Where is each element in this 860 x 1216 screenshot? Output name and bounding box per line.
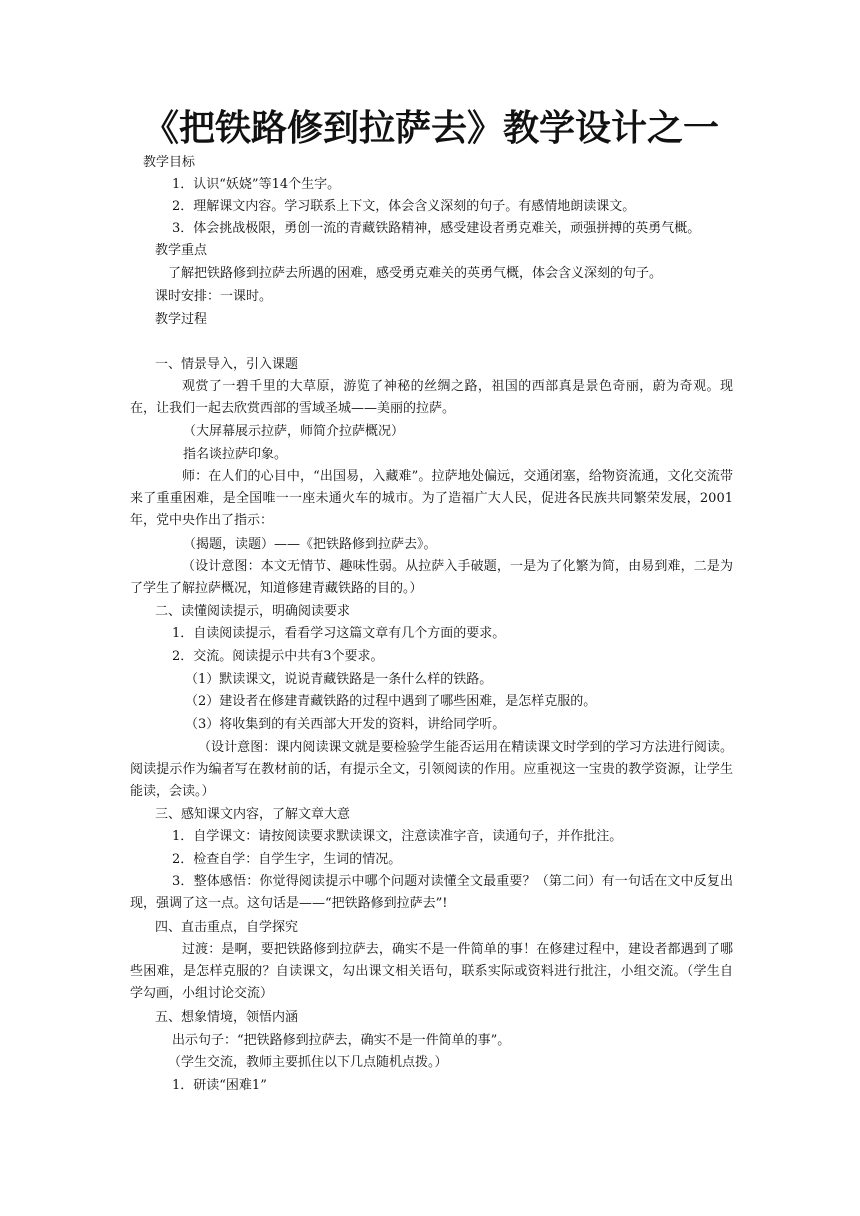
- section-1-paragraph-1: 观赏了一碧千里的大草原，游览了神秘的丝绸之路，祖国的西部真是景色奇丽，蔚为奇观。现在，让我们一起去欣赏西部的雪域圣城——美丽的拉萨。: [130, 379, 733, 416]
- section-3-heading: 三、感知课文内容，了解文章大意: [155, 807, 351, 822]
- section-3-item-2: 2．检查自学：自学生字，生词的情况。: [172, 852, 402, 867]
- section-2-item-2: 2．交流。阅读提示中共有3个要求。: [172, 649, 384, 664]
- section-5-paragraph-2: （学生交流，教师主要抓住以下几点随机点拨。）: [168, 1055, 448, 1070]
- section-3-item-1: 1．自学课文：请按阅读要求默读课文，注意读准字音，读通句子，并作批注。: [172, 829, 623, 844]
- section-2-item-1: 1．自读阅读提示，看看学习这篇文章有几个方面的要求。: [172, 626, 506, 641]
- section-2-subitem-2: （2）建设者在修建青藏铁路的过程中遇到了哪些困难，是怎样克服的。: [185, 694, 597, 709]
- section-4-paragraph: 过渡：是啊，要把铁路修到拉萨去，确实不是一件简单的事！在修建过程中，建设者都遇到了哪些困难，是怎样克服的？自读课文，勾出课文相关语句，联系实际或资料进行批注，小组交流。（学生自学勾画，小组讨论交流）: [130, 942, 733, 1001]
- section-3-item-3: 3．整体感悟：你觉得阅读提示中哪个问题对读懂全文最重要？（第二问）有一句话在文中反复出现，强调了这一点。这句话是——“把铁路修到拉萨去”!: [130, 874, 733, 911]
- section-1-design-note: （设计意图：本文无情节、趣味性弱。从拉萨入手破题，一是为了化繁为简，由易到难，二是为了学生了解拉萨概况，知道修建青藏铁路的目的。）: [130, 559, 733, 596]
- section-1-paragraph-5: （揭题，读题）——《把铁路修到拉萨去》。: [183, 537, 437, 552]
- section-2-subitem-3: （3）将收集到的有关西部大开发的资料，讲给同学听。: [185, 717, 506, 732]
- section-1-paragraph-4: 师：在人们的心目中，“出国易，入藏难”。拉萨地处偏远，交通闭塞，给物资流通，文化交流带来了重重困难，是全国唯一一座未通火车的城市。为了造福广大人民，促进各民族共同繁荣发展，2001年，党中央作出了指示：: [130, 469, 733, 528]
- section-1-heading: 一、情景导入，引入课题: [155, 357, 299, 372]
- section-1-paragraph-3: 指名谈拉萨印象。: [183, 447, 288, 462]
- section-5-paragraph-1: 出示句子：“把铁路修到拉萨去，确实不是一件简单的事”。: [172, 1033, 511, 1048]
- key-heading: 教学重点: [155, 243, 208, 258]
- section-2-design-note: （设计意图：课内阅读课文就是要检验学生能否运用在精读课文时学到的学习方法进行阅读。阅读提示作为编者写在教材前的话，有提示全文，引领阅读的作用。应重视这一宝贵的教学资源，让学生能读，会读。）: [130, 740, 733, 799]
- section-2-subitem-1: （1）默读课文，说说青藏铁路是一条什么样的铁路。: [185, 672, 493, 687]
- section-1-paragraph-2: （大屏幕展示拉萨，师简介拉萨概况）: [183, 424, 405, 439]
- section-5-item-1: 1．研读“困难1”: [172, 1078, 267, 1093]
- section-4-heading: 四、直击重点，自学探究: [155, 920, 299, 935]
- schedule-text: 课时安排：一课时。: [155, 289, 273, 304]
- goal-item-1: 1．认识“妖娆”等14个生字。: [172, 177, 341, 192]
- section-2-heading: 二、读懂阅读提示，明确阅读要求: [155, 604, 351, 619]
- key-text: 了解把铁路修到拉萨去所遇的困难，感受勇克难关的英勇气概，体会含义深刻的句子。: [168, 266, 663, 281]
- goal-item-3: 3．体会挑战极限，勇创一流的青藏铁路精神，感受建设者勇克难关，顽强拼搏的英勇气概。: [172, 221, 701, 236]
- process-heading: 教学过程: [155, 312, 208, 327]
- page-title: 《把铁路修到拉萨去》教学设计之一: [143, 107, 720, 149]
- goal-item-2: 2．理解课文内容。学习联系上下文，体会含义深刻的句子。有感情地朗读课文。: [172, 199, 636, 214]
- goals-heading: 教学目标: [143, 155, 196, 170]
- section-5-heading: 五、想象情境，领悟内涵: [155, 1010, 299, 1025]
